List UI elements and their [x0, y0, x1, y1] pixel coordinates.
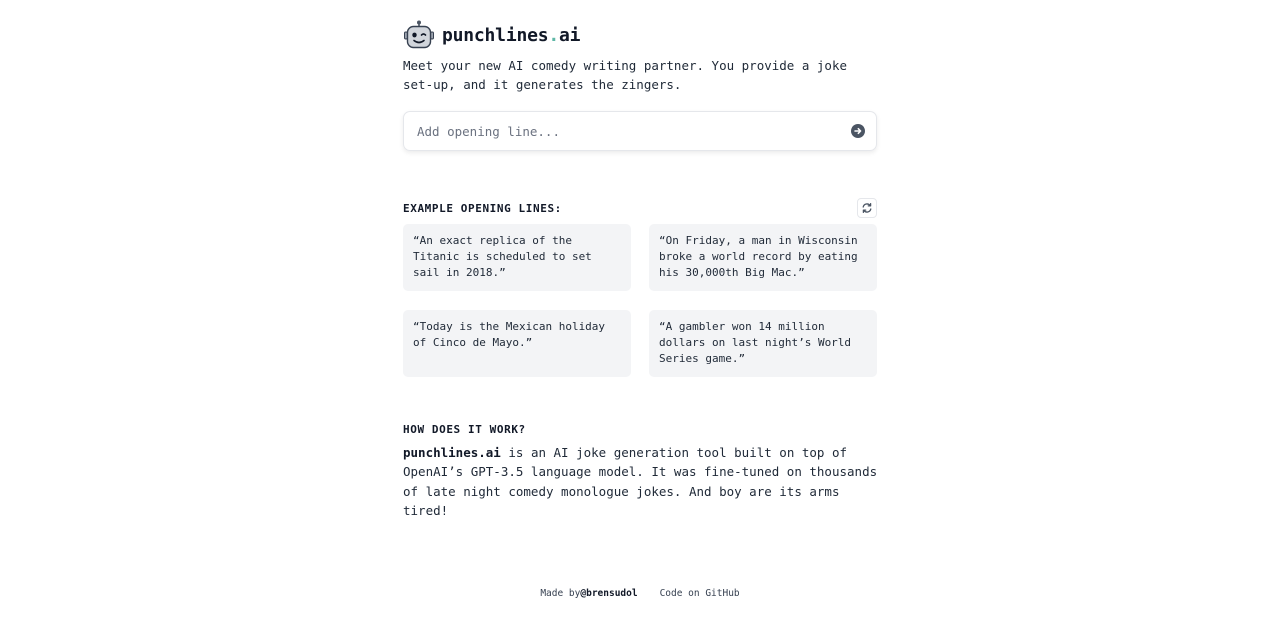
made-by-prefix: Made by	[540, 588, 581, 599]
made-by-credit	[540, 588, 637, 599]
brand-suffix: ai	[559, 24, 581, 46]
example-card[interactable]: “A gambler won 14 million dollars on last night’s World Series game.”	[649, 310, 877, 377]
brand-logo-text	[442, 25, 580, 46]
github-link[interactable]: Code on GitHub	[659, 588, 740, 599]
examples-header	[403, 197, 877, 219]
author-link[interactable]: @brensudol	[580, 588, 638, 599]
robot-face-icon	[403, 19, 435, 51]
opening-line-input[interactable]	[417, 124, 851, 139]
arrow-right-circle-icon	[853, 126, 863, 136]
refresh-button[interactable]	[857, 198, 877, 218]
brand-name: punchlines	[442, 24, 549, 46]
header	[403, 18, 877, 52]
how-brand-name: punchlines.ai	[403, 445, 501, 460]
tagline: Meet your new AI comedy writing partner. You provide a joke set-up, and it generates the zingers.	[403, 58, 848, 92]
opening-line-box	[403, 111, 877, 151]
examples-title: EXAMPLE OPENING LINES:	[403, 201, 562, 215]
main-content	[403, 18, 877, 520]
brand-dot: .	[548, 24, 560, 46]
example-card[interactable]: “On Friday, a man in Wisconsin broke a world record by eating his 30,000th Big Mac.”	[649, 224, 877, 291]
submit-button[interactable]	[851, 124, 865, 138]
refresh-icon	[861, 202, 873, 214]
how-description: is an AI joke generation tool built on top of OpenAI’s GPT-3.5 language model. It was fine-tuned on thousands of late night comedy monologue jokes. And boy are its arms tired!	[403, 445, 878, 518]
how-it-works-title: HOW DOES IT WORK?	[403, 423, 526, 436]
example-card[interactable]: “Today is the Mexican holiday of Cinco de Mayo.”	[403, 310, 631, 377]
examples-grid	[403, 224, 877, 377]
footer	[0, 588, 1280, 599]
example-card[interactable]: “An exact replica of the Titanic is scheduled to set sail in 2018.”	[403, 224, 631, 291]
how-it-works-body	[403, 443, 879, 520]
